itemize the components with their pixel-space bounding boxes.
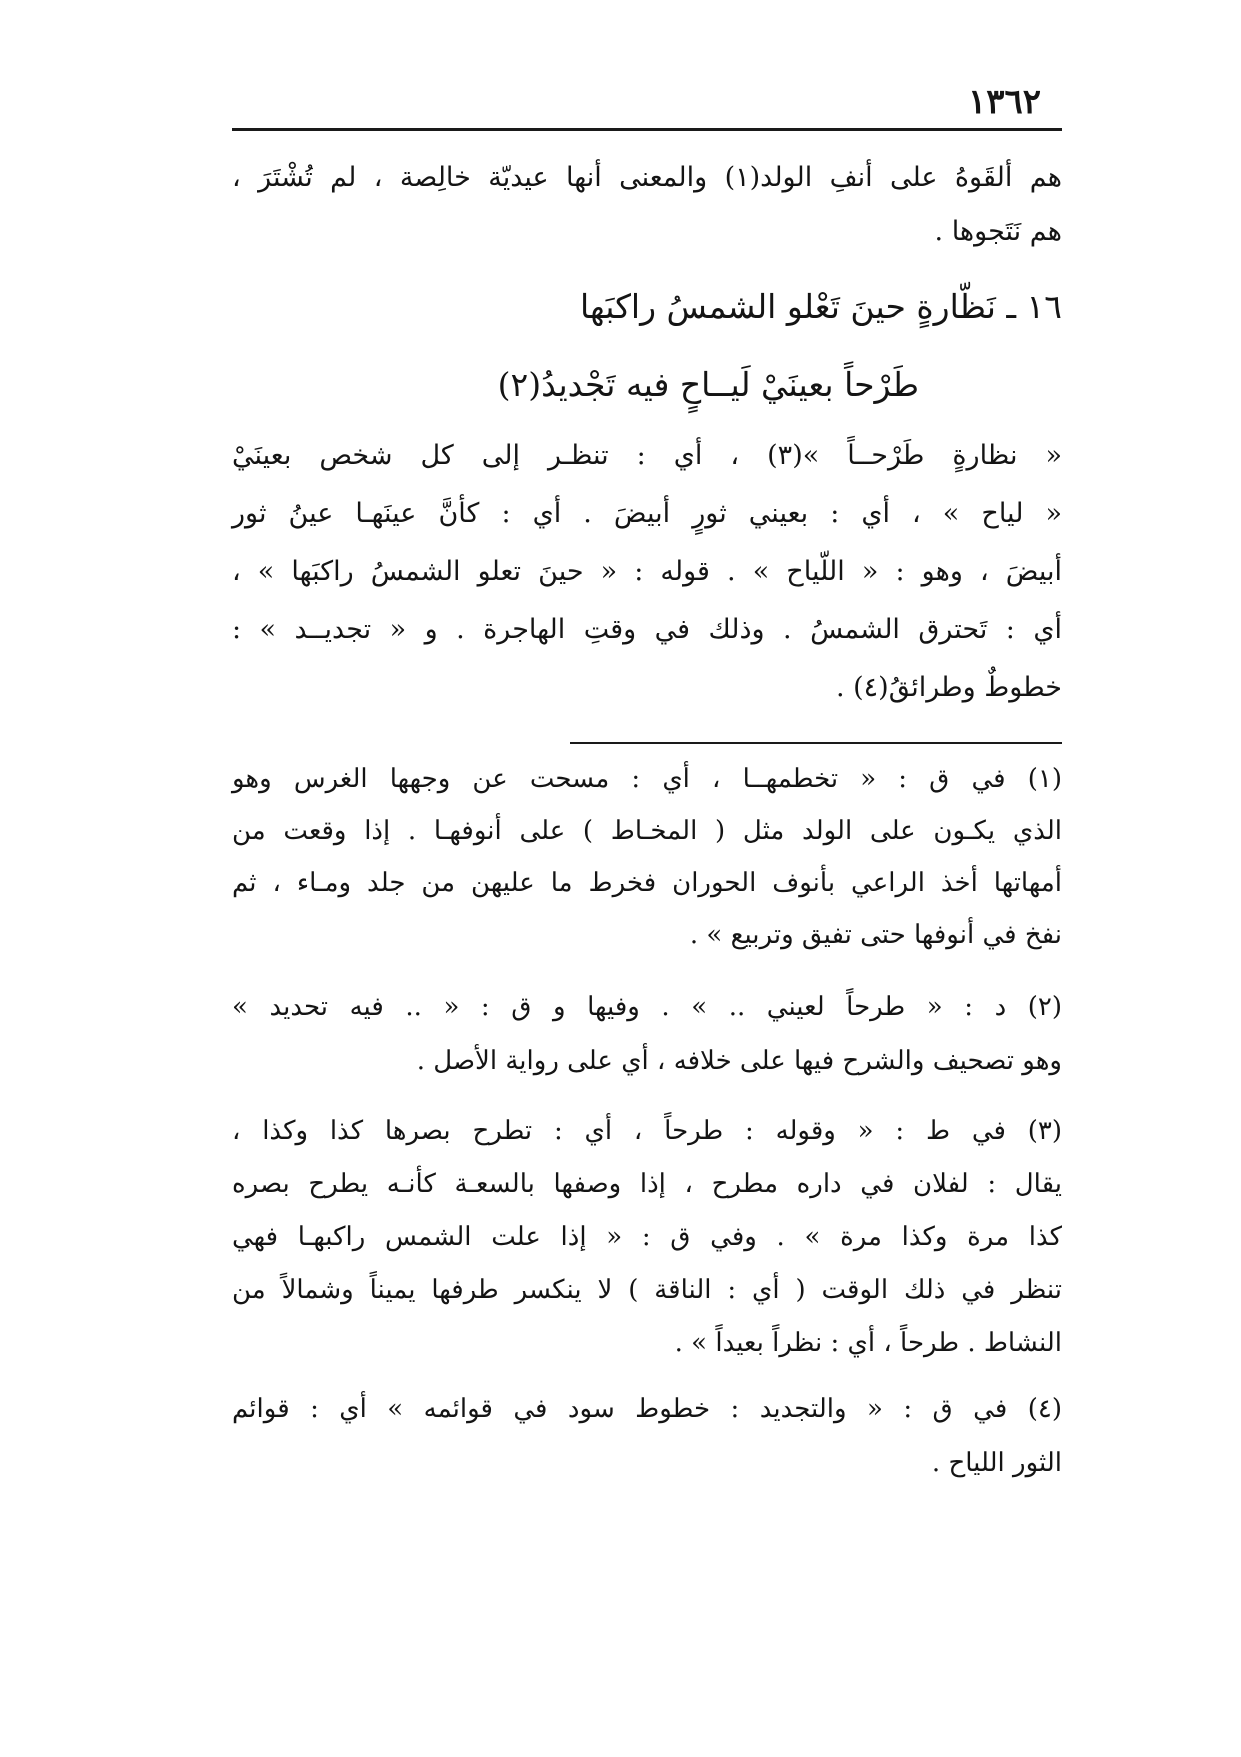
footnote-line: (١) في ق : « تخطمهــا ، أي : مسحت عن وجهها الغرس وهو <box>232 764 1062 794</box>
footnote-line: (٢) د : « طرحاً لعيني .. » . وفيها و ق : « .. فيه تحديد » <box>232 992 1062 1022</box>
footnote-line: أمهاتها أخذ الراعي بأنوف الحوران فخرط ما عليهن من جلد ومـاء ، ثم <box>232 868 1062 898</box>
page-number: ١٣٦٢ <box>968 82 1042 122</box>
footnote-line: كذا مرة وكذا مرة » . وفي ق : « إذا علت الشمس راكبهـا فهي <box>232 1222 1062 1252</box>
body-line: هم ألقَوهُ على أنفِ الولد(١) والمعنى أنها عيديّة خالِصة ، لم تُشْتَرَ ، <box>232 162 1062 193</box>
commentary-line: أبيضَ ، وهو : « اللّياح » . قوله : « حينَ تعلو الشمسُ راكبَها » ، <box>232 556 1062 587</box>
footnote-line: نفخ في أنوفها حتى تفيق وتربيع » . <box>689 920 1062 950</box>
verse-first-hemistich: ١٦ ـ نَظّارةٍ حينَ تَعْلو الشمسُ راكبَها <box>579 287 1062 326</box>
footnote-line: تنظر في ذلك الوقت ( أي : الناقة ) لا ينكسر طرفها يميناً وشمالاً من <box>232 1275 1062 1305</box>
footnote-line: يقال : لفلان في داره مطرح ، إذا وصفها بالسعـة كأنـه يطرح بصره <box>232 1169 1062 1199</box>
verse-second-hemistich: طَرْحاً بعينَيْ لَيــاحٍ فيه تَجْديدُ(٢) <box>497 365 919 404</box>
commentary-line: « نظارةٍ طَرْحــاً »(٣) ، أي : تنظـر إلى كل شخص بعينَيْ <box>232 440 1062 471</box>
footnote-line: النشاط . طرحاً ، أي : نظراً بعيداً » . <box>674 1328 1062 1358</box>
footnote-line: (٣) في ط : « وقوله : طرحاً ، أي : تطرح بصرها كذا وكذا ، <box>232 1116 1062 1146</box>
commentary-line: أي : تَحترق الشمسُ . وذلك في وقتِ الهاجرة . و « تجديــد » : <box>232 614 1062 645</box>
footnote-line: الثور اللياح . <box>931 1448 1062 1478</box>
footnote-line: الذي يكـون على الولد مثل ( المخـاط ) على أنوفهـا . إذا وقعت من <box>232 816 1062 846</box>
footnote-rule <box>570 742 1062 744</box>
body-line: هم نَتَجوها . <box>934 216 1062 247</box>
commentary-line: خطوطٌ وطرائقُ(٤) . <box>835 672 1062 703</box>
footnote-line: وهو تصحيف والشرح فيها على خلافه ، أي على رواية الأصل . <box>416 1046 1062 1076</box>
commentary-line: « لياح » ، أي : بعيني ثورٍ أبيضَ . أي : كأنَّ عينَهـا عينُ ثور <box>232 498 1062 529</box>
header-rule <box>232 128 1062 131</box>
footnote-line: (٤) في ق : « والتجديد : خطوط سود في قوائمه » أي : قوائم <box>232 1394 1062 1424</box>
